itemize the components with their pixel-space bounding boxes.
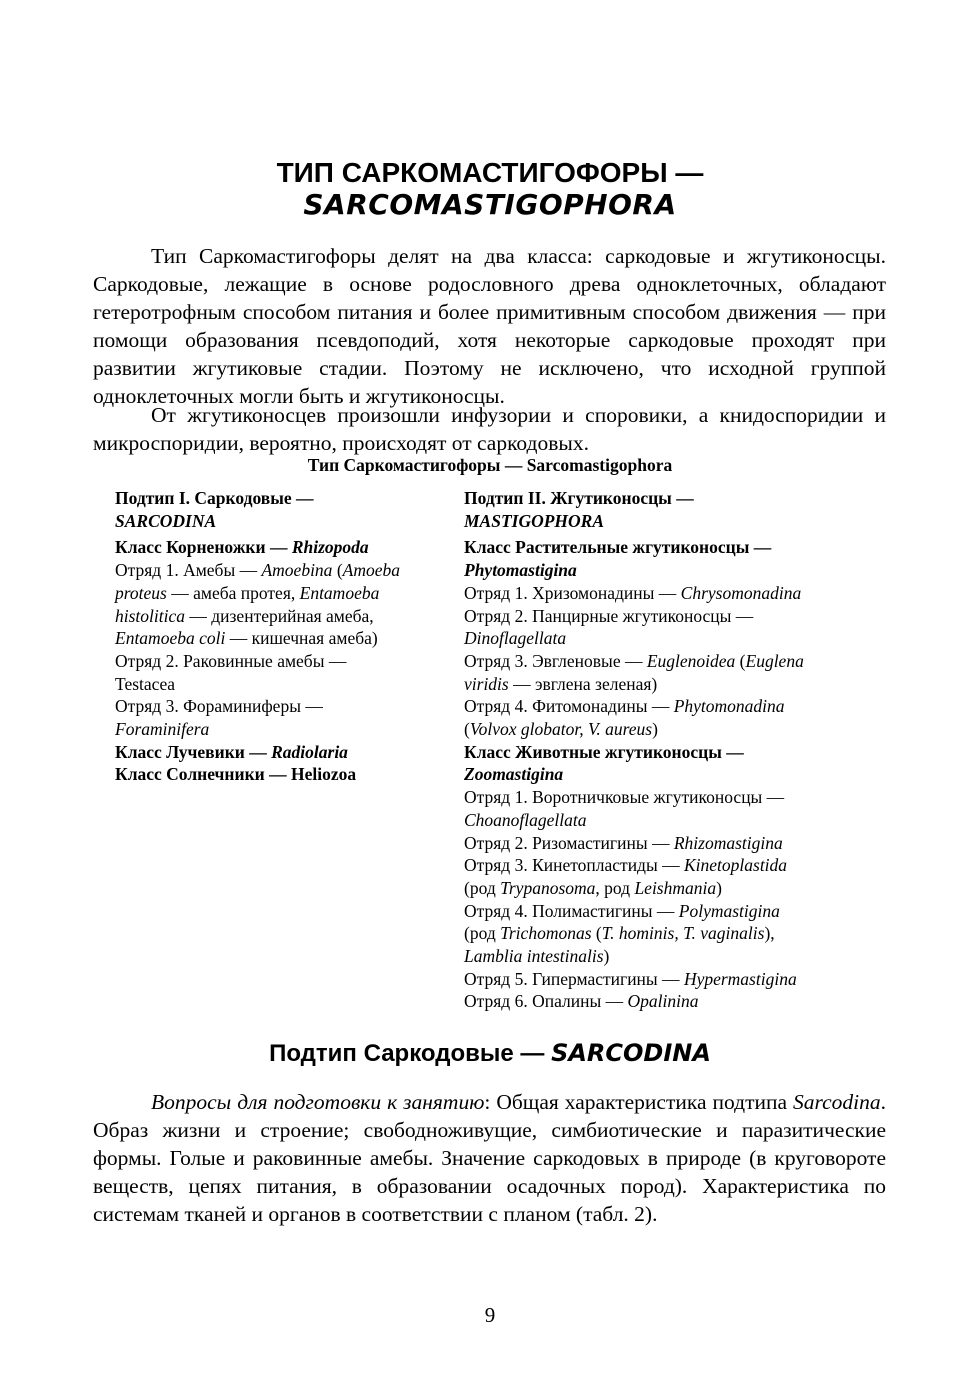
list-item: (род Trypanosoma, род Leishmania) <box>464 877 722 898</box>
class-zoomastigina: Класс Животные жгутиконосцы — <box>464 741 744 762</box>
order-choanoflagellata: Отряд 1. Воротничковые жгутиконосцы — <box>464 787 785 808</box>
list-item: Zoomastigina <box>464 764 564 785</box>
questions-paragraph: Вопросы для подготовки к занятию: Общая характеристика подтипа Sarcodina. Образ жизни и строение; свободноживущие, симбиотические и паразитические формы. Голые и раковинные амебы. Значение саркодовых в природе (в круговороте веществ, цепях питания, в образовании осадочных пород). Характеристика по системам тканей и органов в соответствии с планом (табл. 2). <box>93 1090 887 1226</box>
list-item: Entamoeba coli — кишечная амеба) <box>115 628 378 649</box>
order-rhizomastigina: Отряд 2. Ризомастигины — Rhizomastigina <box>464 832 783 853</box>
order-amoebina: Отряд 1. Амебы — Amoebina (Amoeba <box>115 560 400 581</box>
order-chrysomonadina: Отряд 1. Хризомонадины — Chrysomonadina <box>464 582 802 603</box>
order-euglenoidea: Отряд 3. Эвгленовые — Euglenoidea (Euglena <box>464 650 804 671</box>
order-testacea: Отряд 2. Раковинные амебы — <box>115 650 347 671</box>
order-kinetoplastida: Отряд 3. Кинетопластиды — Kinetoplastida <box>464 855 788 876</box>
class-rhizopoda: Класс Корненожки — Rhizopoda <box>115 537 369 558</box>
classification-right-column <box>464 487 884 1013</box>
table-caption: Тип Саркомастигофоры — Sarcomastigophora <box>307 455 673 475</box>
list-item: Lamblia intestinalis) <box>464 946 610 967</box>
questions-lead: Вопросы для подготовки к занятию <box>151 1090 485 1114</box>
order-dinoflagellata: Отряд 2. Панцирные жгутиконосцы — <box>464 605 754 626</box>
section-title: Подтип Саркодовые — SARCODINA <box>269 1039 711 1067</box>
order-phytomonadina: Отряд 4. Фитомонадины — Phytomonadina <box>464 696 785 717</box>
order-foraminifera: Отряд 3. Фораминиферы — <box>115 696 323 717</box>
list-item: Testacea <box>115 673 175 694</box>
class-phytomastigina: Класс Растительные жгутиконосцы — <box>464 537 772 558</box>
page-number: 9 <box>484 1303 496 1327</box>
list-item: Foraminifera <box>115 719 210 740</box>
intro-paragraph-2: От жгутиконосцев произошли инфузории и споровики, а книдоспоридии и микроспоридии, вероятно, происходят от саркодовых. <box>93 403 886 455</box>
list-item: histolitica — дизентерийная амеба, <box>115 605 374 626</box>
main-title-line2: SARCOMASTIGOPHORA <box>303 188 677 221</box>
main-title-line1: ТИП САРКОМАСТИГОФОРЫ — <box>276 157 704 188</box>
order-hypermastigina: Отряд 5. Гипермастигины — Hypermastigina <box>464 968 797 989</box>
class-radiolaria: Класс Лучевики — Radiolaria <box>115 741 348 762</box>
main-title <box>0 157 980 221</box>
list-item: Dinoflagellata <box>464 628 567 649</box>
list-item: (Volvox globator, V. aureus) <box>464 719 658 740</box>
list-item: Phytomastigina <box>464 560 577 581</box>
list-item: viridis — эвглена зеленая) <box>464 673 658 694</box>
class-heliozoa: Класс Солнечники — Heliozoa <box>115 764 357 785</box>
subtype-2-header: Подтип II. Жгутиконосцы — MASTIGOPHORA <box>464 488 694 531</box>
list-item: (род Trichomonas (T. hominis, T. vaginalis), <box>464 923 775 944</box>
intro-paragraph-1: Тип Саркомастигофоры делят на два класса: саркодовые и жгутиконосцы. Саркодовые, лежащие в основе родословного древа одноклеточных, обладают гетеротрофным способом питания и более примитивным способом движения — при помощи образования псевдоподий, хотя некоторые саркодовые проходят при развитии жгутиковые стадии. Поэтому не исключено, что исходной группой одноклеточных могли быть и жгутиконосцы. <box>93 244 886 408</box>
order-polymastigina: Отряд 4. Полимастигины — Polymastigina <box>464 900 780 921</box>
list-item: proteus — амеба протея, Entamoeba <box>115 582 380 603</box>
classification-left-column <box>115 487 450 786</box>
subtype-1-header: Подтип I. Саркодовые — SARCODINA <box>115 488 314 531</box>
order-opalinina: Отряд 6. Опалины — Opalinina <box>464 991 699 1012</box>
list-item: Choanoflagellata <box>464 809 587 830</box>
